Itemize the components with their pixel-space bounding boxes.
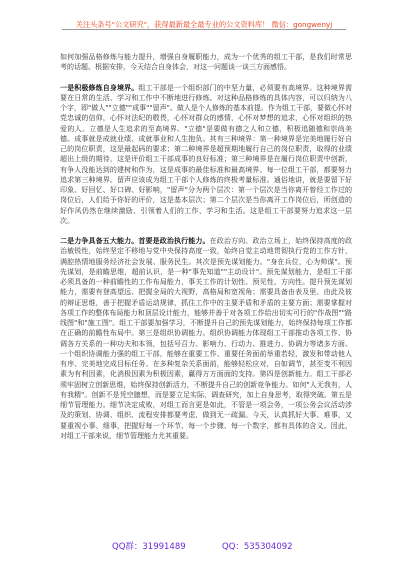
section-2-lead: 二是力争具备五大能力。首要是政治执行能力。 xyxy=(60,237,210,245)
section-2-text: 在政治方向、政治立场上，始终保持高度的政治敏锐性，始终坚定不移地与党中央保持高度一致，始终自觉主动地贯彻执行党的工作方针，满腔热情地服务经济社会发展、服务民生。其次是预先谋划能力。"身在兵位，心为帅谋"。预先谋划，是前瞻思维，超前认识，是一种"事先知道""主动设计"。预先谋划能力，是组工干部必须具备的一种前瞻性的工作布局能力，事关工作的计划性、预见性、方向性。提升预先谋划能力，需要有登高望远、把握全局的大视野，高格局和宽视角；需要具备由表及里、由此及彼的辩证思维，善于把握矛盾运动规律，抓住工作中的主要矛盾和矛盾的主要方面；需要掌握对各项工作的整体布局能力和顶层设计能力，能够并善于对各项工作给出切实可行的"作战图""路线图"和"施工图"。组工干部要加强学习，不断提升自己的预先谋划能力，始终保持每项工作都在正确的前瞻性布局中。第三是组织协调能力。组织协调能力体现组工干部推动各项工作、协调各方关系的一种功夫和本领，包括号召力、影响力、行动力、推进力、协调力等诸多方面。一个组织协调能力强的组工干部，能够在重要工作、重要任务面前举重若轻，激发和带动他人有序、完美地完成目标任务。在多种复杂关系面前，能够轻松应对，自如调节，甚至变不利因素为有利因素，化消极因素为积极因素，赢得方方面面的支持。第四是创新能力。组工干部必须牢固树立创新思维，始终保持创新活力，不断提升自己的创新竞争能力。如何"人无我有，人有我精"。创新不是凭空臆想，而是要立足实际，调查研究，加上自身思考，取得突破。第五是细节管理能力。细节决定成败，对组工而言更是如此，不管是一项会务，一项公务会议活动涉及的策划、协调、组织、流程安排都要考虑，做到无一疏漏。今天，认真抓好大事、难事，又要重视小事、细事，把握好每一个环节、每一个步骤、每一个数字，都有具体的含义。因此，对组工干部来说，细节管理能力尤其重要。 xyxy=(60,237,352,440)
page-footer xyxy=(0,540,408,554)
section-1-text: 组工干部是一个组织部门的中坚力量，必须要有高境界。这种境界需要在日常的生活、学习和工作中不断地进行修炼。对这种品格修炼的具体内容，可以归纳为八个字，即"做人""立德""成事""留声"。做人是个人修炼的基本前提。作为组工干部，要做心怀对党忠诚的信仰，心怀对法纪的敬畏，心怀对群众的感情，心怀对梦想的追求，心怀对组织的热爱的人。立德是人生追求的至高境界。"立德"是要做有德之人和立德，积极追随德和崇尚美德。成事就是成就业绩、成就事业和人生抱负。其有三种境界：第一种境界是完美地履行好自己的岗位职责，这是最起码的要求；第二种境界是超预期地履行自己的岗位职责，取得的业绩超出上级的期待，这是评价组工干部成事的良好标准；第三种境界是在履行岗位职责中创新，有争人没能达到的建树和作为，这是成事的最佳标准和最高境界。每一位组工干部，都要努力追求第三种境界。留声应该成为组工干部个人修炼的终极考量标准。通俗地讲，就是要留下好印象、好回忆、好口碑、好影响，"留声"分为两个层次：第一个层次是当你离开曾经工作过的岗位后，人们给予你好的评价，这是基本层次；第二个层次是当你离开工作岗位后，所创造的好作风仍然在继续激励、引领着人们的工作、学习和生活。这是组工干部要努力追求这一层次。 xyxy=(60,83,352,225)
footer-qq-number: QQ：535304092 xyxy=(222,542,293,552)
intro-text: 如何加强品格修炼与能力提升，增强自身履职能力，成为一个优秀的组工干部，是我们时常思考的话题。根据安排，今天结合自身体会，对这一问题谈一谈三方面感悟。 xyxy=(60,53,352,72)
section-paragraph-1 xyxy=(60,83,352,227)
header-banner: 关注头条号"公文研究"，获得最新最全最专业的公文资料库！ 微信：gongwenyj xyxy=(75,20,333,29)
page-header xyxy=(62,12,346,30)
intro-paragraph xyxy=(60,52,352,73)
section-paragraph-2 xyxy=(60,236,352,441)
section-1-lead: 一是积极修炼自身境界。 xyxy=(60,83,139,92)
document-body xyxy=(60,52,352,528)
footer-qq-group: QQ群：31991489 xyxy=(112,542,186,552)
